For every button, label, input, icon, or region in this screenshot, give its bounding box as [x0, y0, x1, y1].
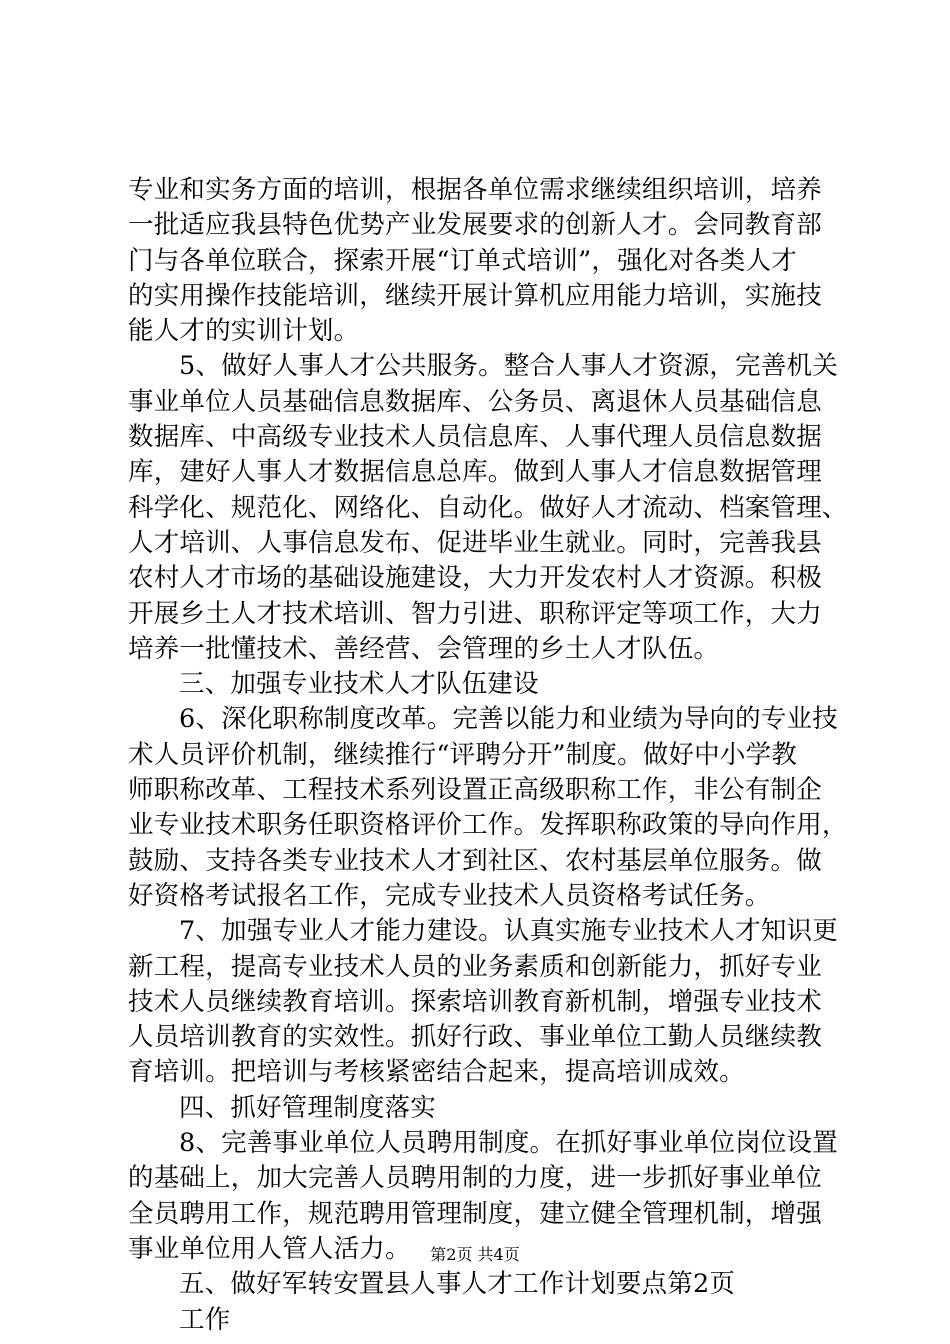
text-line: 人才培训、人事信息发布、促进毕业生就业。同时，完善我县	[128, 527, 822, 558]
text-line: 数据库、中高级专业技术人员信息库、人事代理人员信息数据	[128, 422, 822, 453]
text-line: 培养一批懂技术、善经营、会管理的乡土人才队伍。	[128, 633, 720, 664]
text-line: 全员聘用工作，规范聘用管理制度，建立健全管理机制，增强	[128, 1198, 822, 1229]
text-line: 四、抓好管理制度落实	[179, 1092, 437, 1123]
text-line: 好资格考试报名工作，完成专业技术人员资格考试任务。	[128, 880, 771, 911]
text-line: 开展乡土人才技术培训、智力引进、职称评定等项工作，大力	[128, 598, 822, 629]
text-line: 专业和实务方面的培训，根据各单位需求继续组织培训，培养	[128, 175, 822, 205]
text-line: 6、深化职称制度改革。完善以能力和业绩为导向的专业技	[179, 704, 838, 735]
text-line: 一批适应我县特色优势产业发展要求的创新人才。会同教育部	[128, 210, 822, 241]
text-line: 师职称改革、工程技术系列设置正高级职称工作，非公有制企	[128, 775, 822, 806]
text-line: 三、加强专业技术人才队伍建设	[179, 669, 539, 700]
text-line: 科学化、规范化、网络化、自动化。做好人才流动、档案管理、	[128, 492, 848, 523]
text-line: 五、做好军转安置县人事人才工作计划要点第2页	[179, 1269, 736, 1300]
text-line: 能人才的实训计划。	[128, 316, 360, 347]
text-line: 术人员评价机制，继续推行“评聘分开”制度。做好中小学教	[128, 739, 797, 770]
page-footer: 第2页 共4页	[430, 1245, 520, 1264]
text-line: 鼓励、支持各类专业技术人才到社区、农村基层单位服务。做	[128, 845, 822, 876]
text-line: 人员培训教育的实效性。抓好行政、事业单位工勤人员继续教	[128, 1022, 822, 1053]
text-line: 事业单位人员基础信息数据库、公务员、离退休人员基础信息	[128, 386, 822, 417]
text-line: 7、加强专业人才能力建设。认真实施专业技术人才知识更	[179, 916, 838, 947]
text-line: 业专业技术职务任职资格评价工作。发挥职称政策的导向作用，	[128, 810, 848, 841]
text-line: 农村人才市场的基础设施建设，大力开发农村人才资源。积极	[128, 563, 822, 594]
document-body	[128, 173, 848, 1338]
text-line: 的实用操作技能培训，继续开展计算机应用能力培训，实施技	[128, 280, 822, 311]
text-line: 新工程，提高专业技术人员的业务素质和创新能力，抓好专业	[128, 951, 822, 982]
text-line: 5、做好人事人才公共服务。整合人事人才资源，完善机关	[179, 351, 838, 382]
text-line: 的基础上，加大完善人员聘用制的力度，进一步抓好事业单位	[128, 1163, 822, 1194]
text-line: 事业单位用人管人活力。	[128, 1233, 411, 1264]
text-line: 门与各单位联合，探索开展“订单式培训”，强化对各类人才	[128, 245, 797, 276]
text-line: 技术人员继续教育培训。探索培训教育新机制，增强专业技术	[128, 986, 822, 1017]
text-line: 库，建好人事人才数据信息总库。做到人事人才信息数据管理	[128, 457, 822, 488]
text-line: 工作	[179, 1304, 231, 1335]
text-line: 8、完善事业单位人员聘用制度。在抓好事业单位岗位设置	[179, 1128, 838, 1159]
text-line: 育培训。把培训与考核紧密结合起来，提高培训成效。	[128, 1057, 745, 1088]
